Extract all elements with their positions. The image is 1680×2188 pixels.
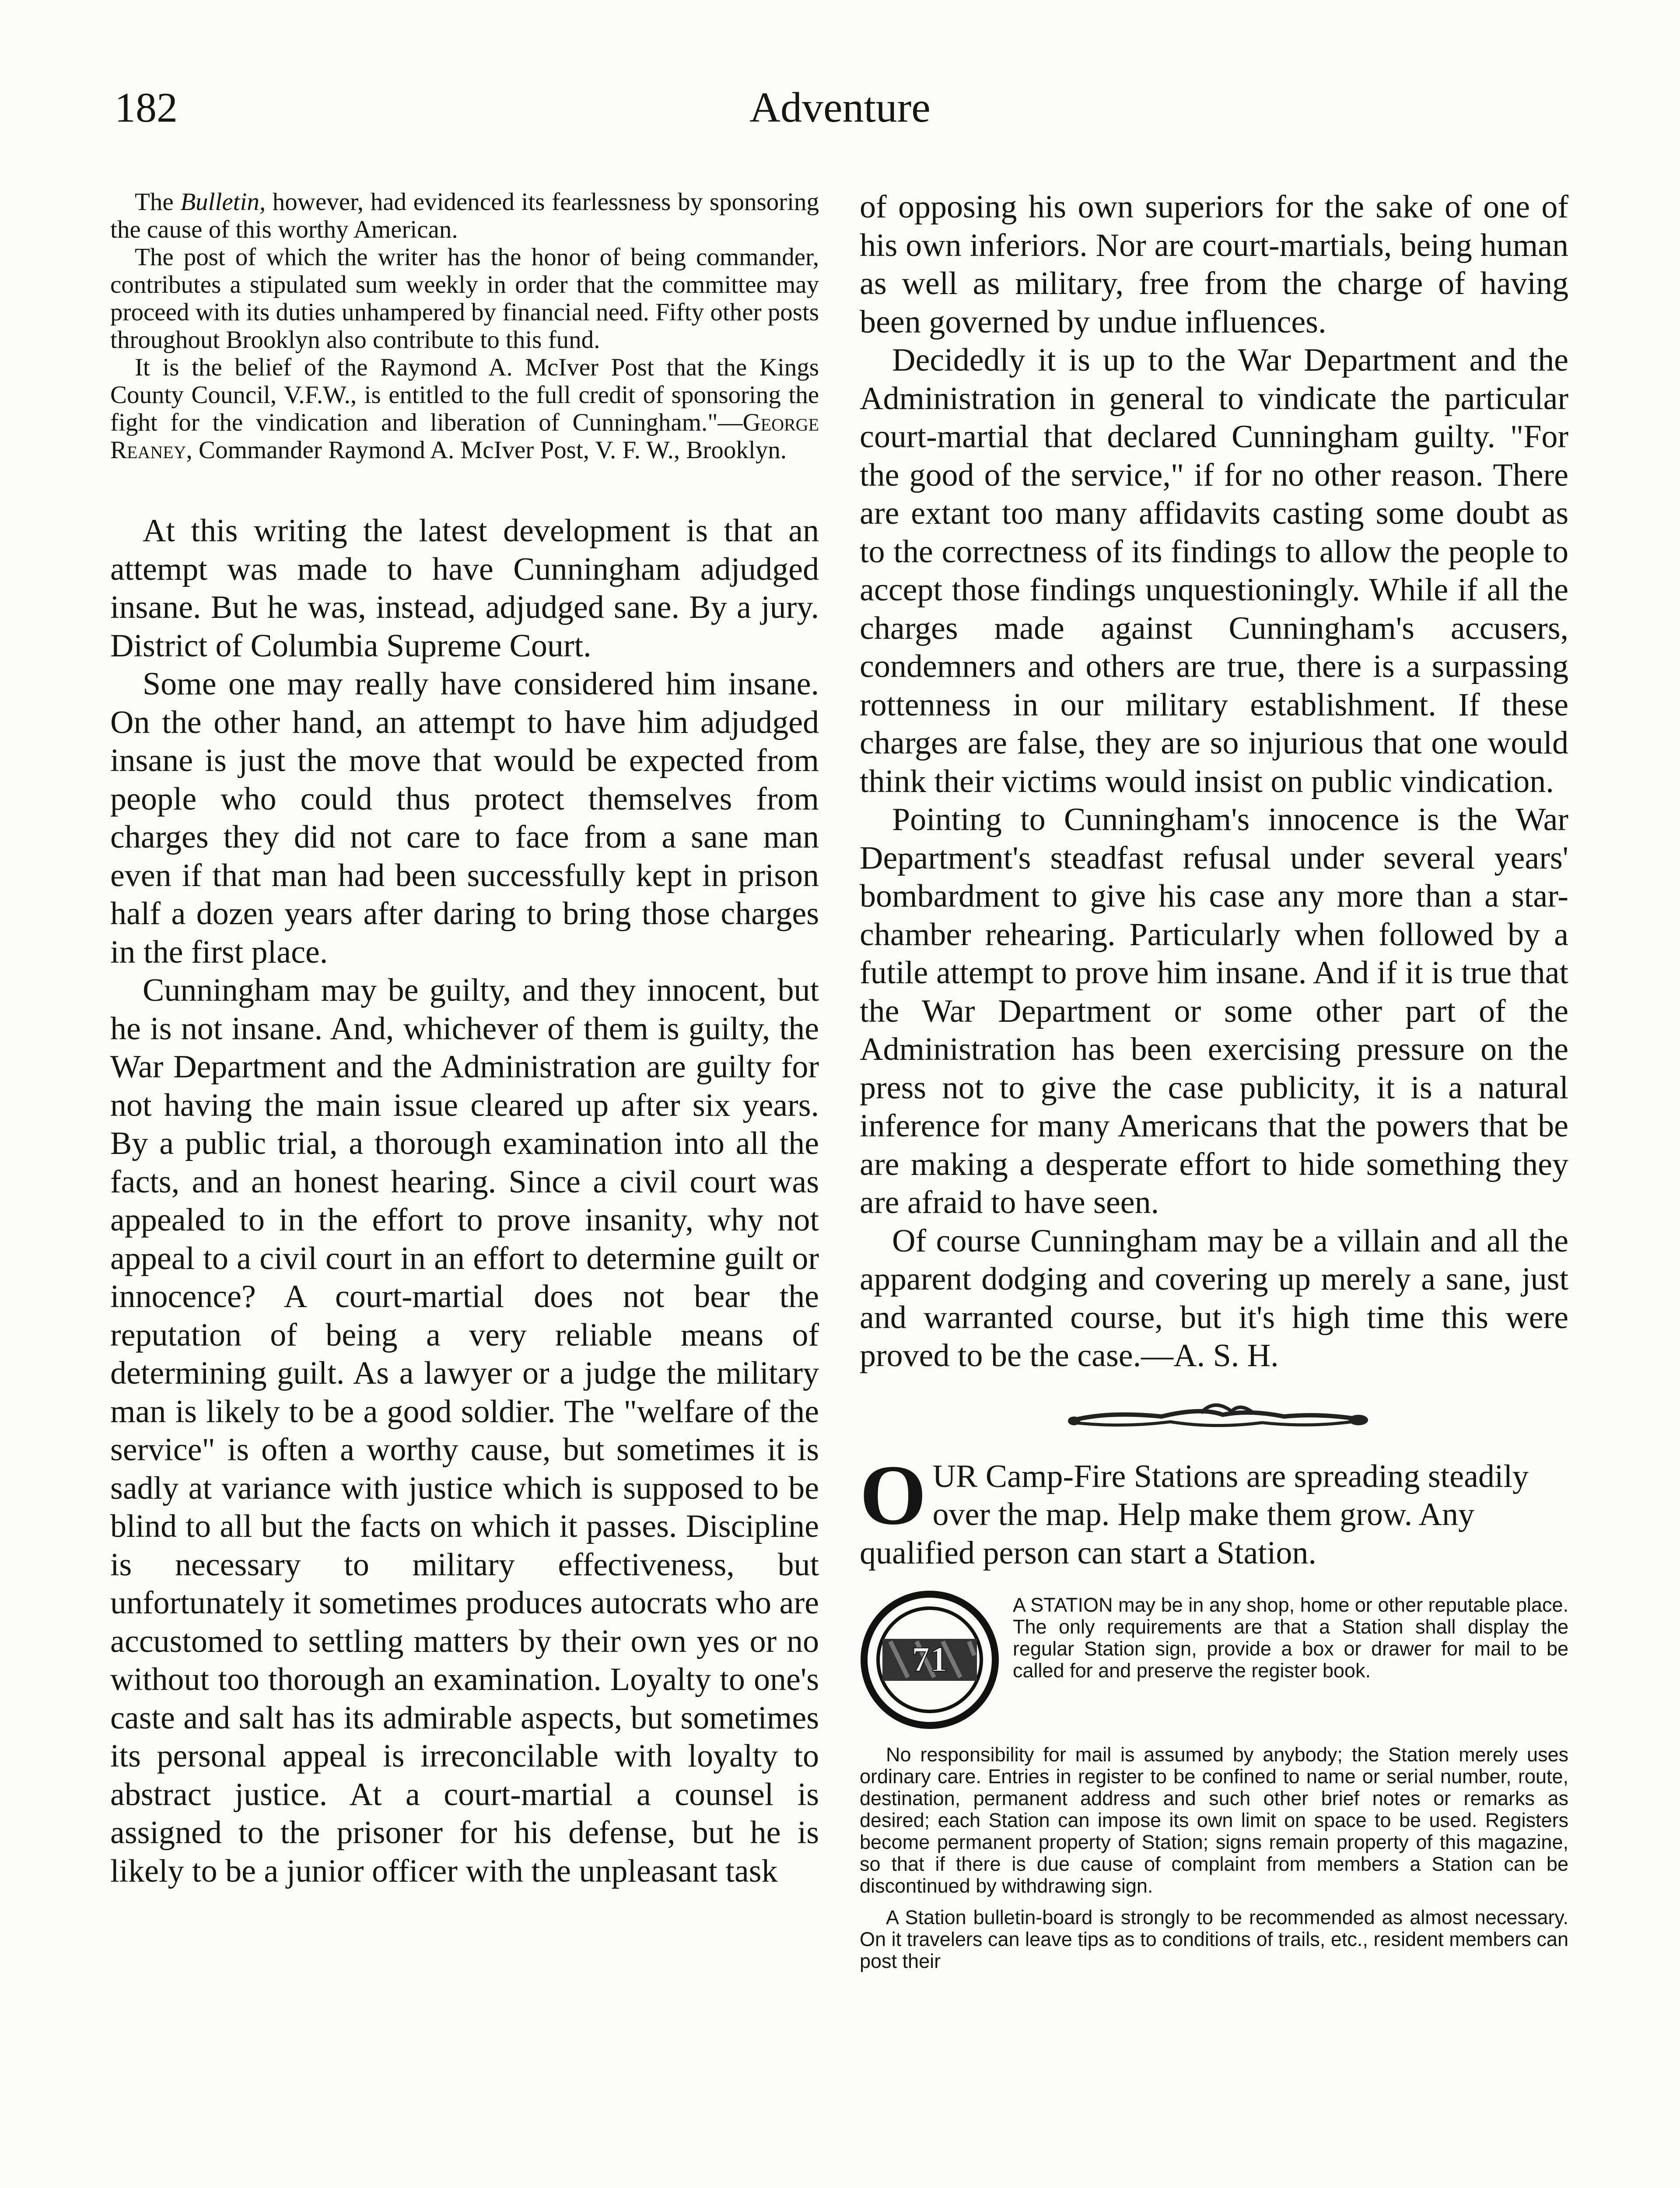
camp-fire-section [860,1447,1568,1973]
left-column [110,188,819,1890]
letter-paragraph: It is the belief of the Raymond A. McIver Post that the Kings County Council, V.F.W., is entitled to the full credit of sponsoring the fight for the vindication and liberation of Cunningham."—George Reaney, Commander Raymond A. McIver Post, V. F. W., Brooklyn. [110,354,819,464]
running-title: Adventure [749,84,931,131]
editorial-left [110,512,819,1890]
station-paragraph: A STATION may be in any shop, home or other reputable place. The only requirements are that a Station shall display the regular Station sign, provide a box or drawer for mail to be called for and preserve the register book. [1013,1594,1568,1682]
letter-paragraph: The post of which the writer has the honor of being commander, contributes a stipulated sum weekly in order that the committee may proceed with its duties unhampered by financial need. Fifty other posts throughout Brooklyn also contribute to this fund. [110,243,819,354]
editorial-paragraph: Pointing to Cunningham's innocence is the War Department's steadfast refusal under several years' bombardment to give his case any more than a star-chamber rehearing. Particularly when followed by a futile attempt to prove him insane. And if it is true that the War Department or some other part of the Administration has been exercising pressure on the press not to give the case publicity, it is a natural inference for many Americans that the powers that be are making a desperate effort to hide something they are afraid to have seen. [860,802,1568,1220]
letter-block [110,188,819,464]
page-number: 182 [115,84,178,131]
station-paragraph: A Station bulletin-board is strongly to be recommended as almost necessary. On it travelers can leave tips as to conditions of trails, etc., resident members can post their [860,1906,1568,1972]
editorial-paragraph: Some one may really have considered him insane. On the other hand, an attempt to have him adjudged insane is just the move that would be expected from people who could thus protect themselves from charges they did not care to face from a sane man even if that man had been successfully kept in prison half a dozen years after daring to bring those charges in the first place. [110,666,819,970]
station-sign-icon [860,1590,1000,1730]
editorial-paragraph: Of course Cunningham may be a villain and all the apparent dodging and covering up merely a sane, just and warranted course, but it's high time this were proved to be the case.—A. S. H. [860,1223,1568,1374]
station-paragraph: No responsibility for mail is assumed by anybody; the Station merely uses ordinary care. Entries in register to be confined to name or serial number, route, destination, permanent address and such other brief notes or remarks as desired; each Station can impose its own limit on space to be used. Registers become permanent property of Station; signs remain property of this magazine, so that if there is due cause of complaint from members a Station can be discontinued by withdrawing sign. [860,1743,1568,1897]
editorial-paragraph: At this writing the latest development is that an attempt was made to have Cunningham adjudged insane. But he was, instead, adjudged sane. By a jury. District of Columbia Supreme Court. [110,513,819,664]
camp-fire-intro: OUR Camp-Fire Stations are spreading steadily over the map. Help make them grow. Any qualified person can start a Station. [860,1447,1529,1571]
letter-signature: George Reaney [110,409,819,464]
letter-paragraph: The Bulletin, however, had evidenced its fearlessness by sponsoring the cause of this worthy American. [110,188,819,243]
badge-number: 71 [912,1639,948,1679]
editorial-paragraph: Cunningham may be guilty, and they innocent, but he is not insane. And, whichever of them is guilty, the War Department and the Administration are guilty for not having the main issue cleared up after six years. By a public trial, a thorough examination into all the facts, and an honest hearing. Since a civil court was appealed to in the effort to prove insanity, why not appeal to a civil court in an effort to determine guilt or innocence? A court-martial does not bear the reputation of being a very reliable means of determining guilt. As a lawyer or a judge the military man is likely to be a good soldier. The "welfare of the service" is often a worthy cause, but sometimes it is sadly at variance with justice which is supposed to be blind to all but the facts on which it passes. Discipline is necessary to military effectiveness, but unfortunately it sometimes produces autocrats who are accustomed to settling matters by their own yes or no without too thorough an examination. Loyalty to one's caste and salt has its admirable aspects, but sometimes its personal appeal is irreconcilable with loyalty to abstract justice. At a court-martial a counsel is assigned to the prisoner for his defense, but he is likely to be a junior officer with the unpleasant task [110,972,819,1889]
station-rules [860,1594,1568,1972]
editorial-paragraph: Decidedly it is up to the War Department and the Administration in general to vindicate the particular court-martial that declared Cunningham guilty. "For the good of the service," if for no other reason. There are extant too many affidavits casting some doubt as to the correctness of its findings to allow the people to accept those findings unquestioningly. While if all the charges made against Cunningham's accusers, condemners and others are true, there is a surpassing rottenness in our military establishment. If these charges are false, they are so injurious that one would think their victims would insist on public vindication. [860,342,1568,799]
editorial-right [860,188,1568,1375]
editorial-paragraph: of opposing his own superiors for the sake of one of his own inferiors. Nor are court-martials, being human as well as military, free from the charge of having been governed by undue influences. [860,189,1568,340]
drop-cap: O [860,1447,927,1543]
right-column [860,188,1568,1972]
page-header [0,83,1680,136]
ornament-divider [1057,1394,1372,1442]
